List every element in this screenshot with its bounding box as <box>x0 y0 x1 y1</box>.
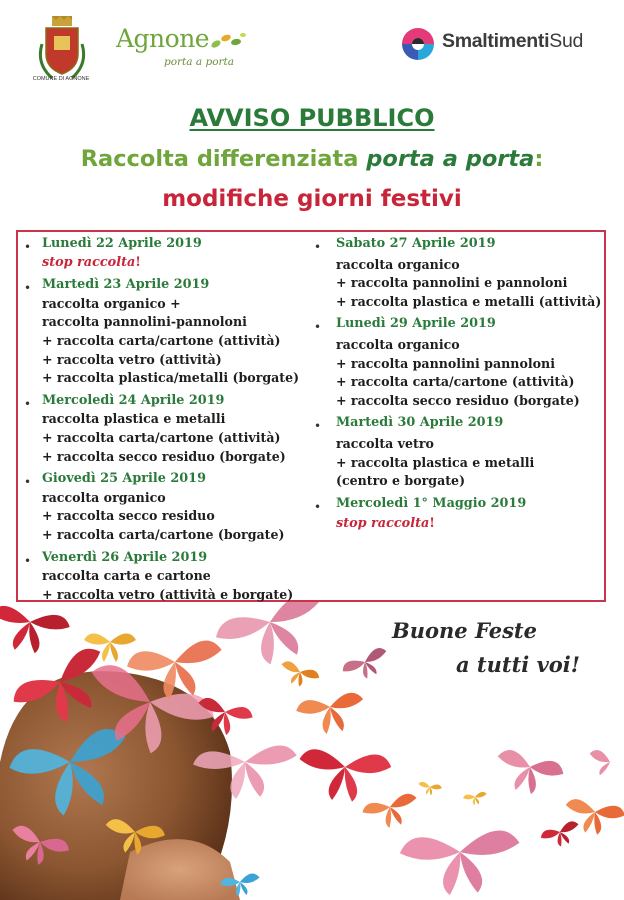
collection-line: + raccolta carta/cartone (attività) <box>42 333 281 348</box>
collection-line: + raccolta carta/cartone (borgate) <box>42 527 285 542</box>
collection-line: + raccolta secco residuo (borgate) <box>336 392 580 408</box>
collection-line: raccolta vetro <box>336 436 434 451</box>
smaltimenti-logo-name <box>442 30 583 53</box>
stop-collection-text: stop raccolta <box>42 254 136 270</box>
butterfly-icon <box>212 602 336 679</box>
schedule-day: Venerdì 26 Aprile 2019 <box>42 549 208 565</box>
headline-part1: Raccolta differenziata <box>80 146 367 172</box>
butterfly-icon <box>296 748 392 805</box>
schedule-day: Mercoledì 24 Aprile 2019 <box>42 392 225 408</box>
smaltimenti-logo-icon <box>398 26 438 62</box>
bullet-icon: • <box>24 240 32 254</box>
schedule-day: Mercoledì 1° Maggio 2019 <box>336 495 527 511</box>
bullet-icon: • <box>314 499 322 514</box>
collection-line: + raccolta pannolini e pannoloni <box>336 275 568 291</box>
bullet-icon: • <box>314 240 322 254</box>
agnone-logo <box>112 22 252 82</box>
butterfly-icon <box>490 747 565 801</box>
smaltimenti-sud-text: Sud <box>549 30 584 52</box>
collection-line: + raccolta secco residuo <box>42 508 215 524</box>
bullet-icon: • <box>24 553 32 568</box>
butterfly-icon <box>276 659 321 692</box>
bullet-icon: • <box>24 281 32 296</box>
collection-line: raccolta organico <box>336 337 460 352</box>
greeting-line2: a tutti voi! <box>456 652 580 677</box>
collection-line: + raccolta pannolini pannoloni <box>336 355 555 371</box>
butterfly-icon <box>463 791 489 807</box>
subtitle: modifiche giorni festivi <box>162 186 462 212</box>
headline-part3: : <box>534 146 544 172</box>
schedule-day: Sabato 27 Aprile 2019 <box>336 236 496 251</box>
schedule-day: Martedì 30 Aprile 2019 <box>336 415 504 431</box>
butterfly-icon <box>417 781 443 797</box>
butterfly-icon <box>399 829 524 899</box>
butterfly-icon <box>0 604 71 659</box>
schedule-box <box>16 230 606 602</box>
schedule-day: Lunedì 22 Aprile 2019 <box>42 236 202 251</box>
collection-line: + raccolta carta/cartone (attività) <box>42 430 281 445</box>
collection-line: + raccolta secco residuo (borgate) <box>42 448 286 464</box>
stop-collection-notice <box>42 255 141 270</box>
collection-line: + raccolta plastica e metalli <box>336 454 535 470</box>
stop-collection-exclamation: ! <box>429 516 435 532</box>
agnone-logo-name: Agnone <box>116 24 210 53</box>
collection-line: raccolta organico <box>42 489 166 505</box>
butterfly-icon <box>584 748 613 777</box>
agnone-logo-subtitle: porta a porta <box>164 56 235 68</box>
butterfly-icon <box>340 645 393 686</box>
collection-line: raccolta carta e cartone <box>42 568 211 584</box>
smaltimenti-main-text: Smaltimenti <box>442 30 550 52</box>
collection-line: + raccolta carta/cartone (attività) <box>336 374 575 390</box>
schedule-day: Giovedì 25 Aprile 2019 <box>42 471 206 487</box>
collection-line: + raccolta plastica/metalli (borgate) <box>42 370 300 386</box>
collection-line: + raccolta vetro (attività) <box>42 351 222 367</box>
bullet-icon: • <box>314 320 322 335</box>
collection-line: + raccolta vetro (attività e borgate) <box>42 586 294 602</box>
collection-line: (centro e borgate) <box>336 473 466 489</box>
bullet-icon: • <box>24 475 32 490</box>
headline <box>0 146 624 172</box>
schedule-day: Martedì 23 Aprile 2019 <box>42 277 210 293</box>
bullet-icon: • <box>24 396 32 411</box>
schedule-day: Lunedì 29 Aprile 2019 <box>336 316 496 332</box>
stop-collection-exclamation: ! <box>135 254 141 270</box>
collection-line: raccolta pannolini-pannoloni <box>42 314 247 330</box>
comune-label: COMUNE DI AGNONE <box>32 76 90 82</box>
butterfly-icon <box>539 819 584 852</box>
butterfly-icon <box>361 792 422 834</box>
leaves-icon <box>208 30 248 52</box>
stop-collection-notice <box>336 516 435 531</box>
collection-line: + raccolta plastica e metalli (attività) <box>336 293 602 309</box>
butterfly-icon <box>562 797 624 838</box>
collection-line: raccolta organico + <box>42 295 181 311</box>
bullet-icon: • <box>314 419 322 434</box>
collection-line: raccolta organico <box>336 256 460 272</box>
page-title: AVVISO PUBBLICO <box>189 104 435 132</box>
collection-line: raccolta plastica e metalli <box>42 411 226 427</box>
butterfly-icon <box>295 691 368 739</box>
headline-part2: porta a porta <box>366 146 535 172</box>
stop-collection-text: stop raccolta <box>336 516 430 532</box>
butterflies-illustration <box>0 602 624 900</box>
greeting-line1: Buone Feste <box>392 618 537 643</box>
header <box>0 0 624 92</box>
